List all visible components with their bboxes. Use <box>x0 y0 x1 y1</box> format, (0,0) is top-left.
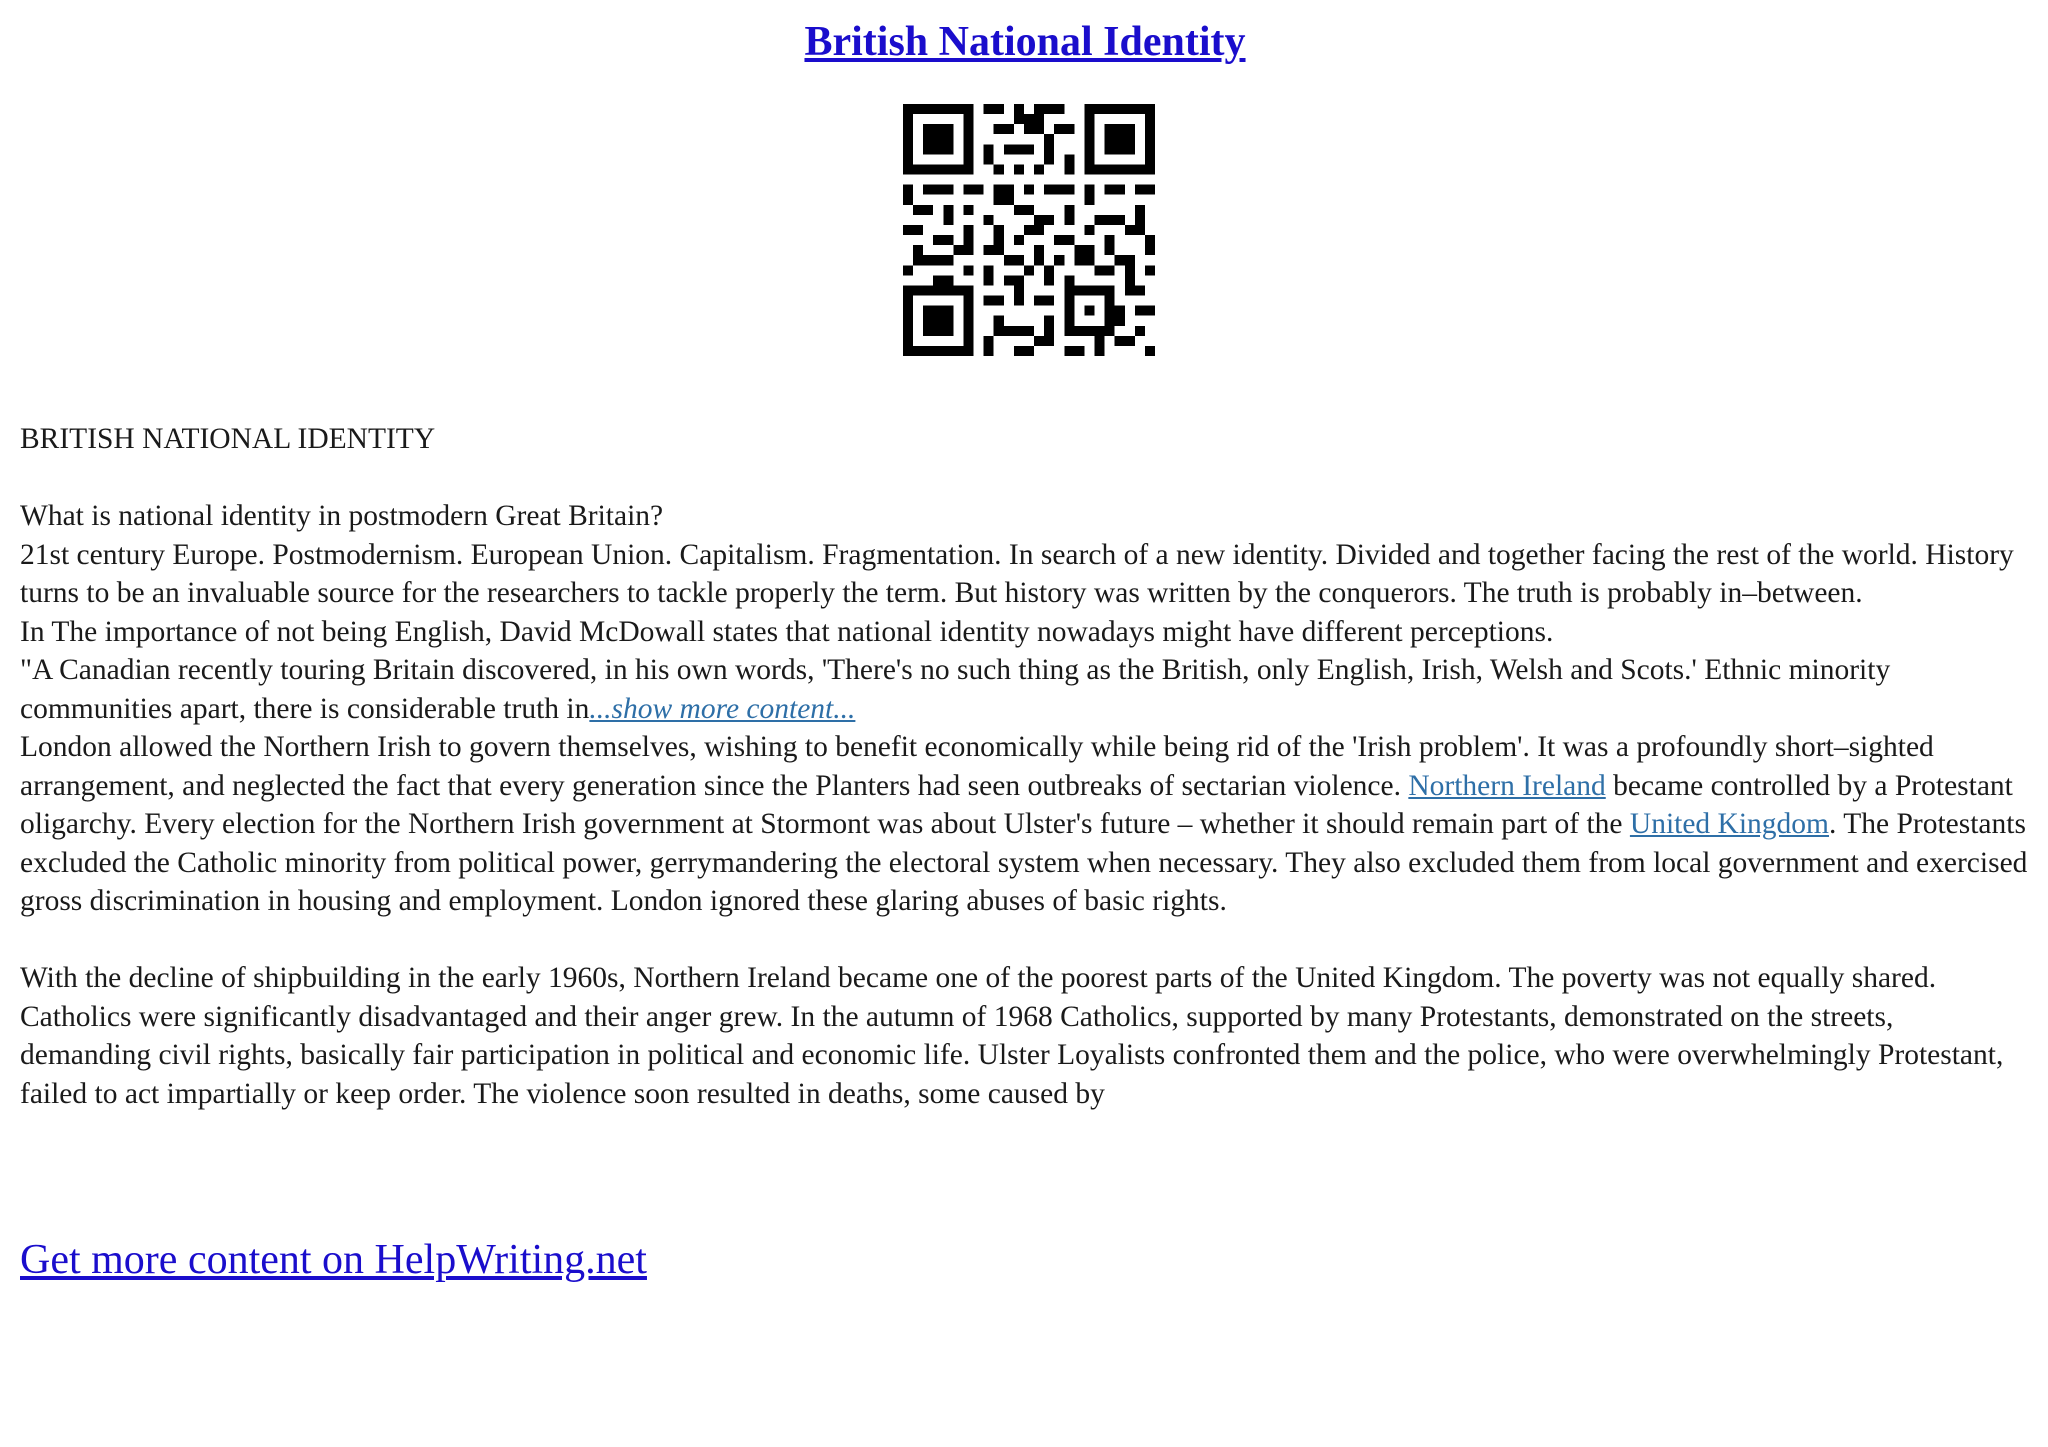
quote-text: "A Canadian recently touring Britain discovered, in his own words, 'There's no such thing as the British, only English, Irish, Welsh and Scots.' Ethnic minority communities apart, there is considerable truth in <box>20 654 1891 725</box>
paragraph-quote <box>20 651 2030 728</box>
qr-code <box>903 104 1155 356</box>
paragraph-northern-ireland <box>20 728 2030 921</box>
spacer <box>20 459 2030 498</box>
document-page <box>20 0 2030 1283</box>
paragraph-shipbuilding: With the decline of shipbuilding in the early 1960s, Northern Ireland became one of the poorest parts of the United Kingdom. The poverty was not equally shared. Catholics were significantly disadvantaged and their anger grew. In the autumn of 1968 Catholics, supported by many Protestants, demonstrated on the streets, demanding civil rights, basically fair participation in political and economic life. Ulster Loyalists confronted them and the police, who were overwhelmingly Protestant, failed to act impartially or keep order. The violence soon resulted in deaths, some caused by <box>20 962 2004 1110</box>
get-more-content-link[interactable]: Get more content on HelpWriting.net <box>20 1237 647 1283</box>
northern-ireland-link[interactable]: Northern Ireland <box>1408 769 1606 802</box>
article-body <box>20 420 2030 1113</box>
question-line: What is national identity in postmodern Great Britain? <box>20 500 664 532</box>
paragraph-text-b: became controlled by a Protestant oligarchy. Every election for the Northern Irish government at Stormont was about Ulster's future – whether it should remain part of the <box>20 769 2013 840</box>
spacer <box>20 921 2030 960</box>
paragraph-intro: 21st century Europe. Postmodernism. European Union. Capitalism. Fragmentation. In search of a new identity. Divided and together facing the rest of the world. History turns to be an invaluable source for the researchers to tackle properly the term. But history was written by the conquerors. The truth is probably in–between. <box>20 538 2014 609</box>
paragraph-text-c: . The Protestants excluded the Catholic minority from political power, gerrymandering the electoral system when necessary. They also excluded them from local government and exercised gross discrimination in housing and employment. London ignored these glaring abuses of basic rights. <box>20 808 2028 917</box>
section-heading: BRITISH NATIONAL IDENTITY <box>20 423 436 455</box>
paragraph-mcdowall: In The importance of not being English, David McDowall states that national identity nowadays might have different perceptions. <box>20 615 1554 648</box>
title-container <box>20 0 2030 70</box>
qr-code-graphic <box>903 104 1155 356</box>
show-more-link[interactable]: ...show more content... <box>589 692 856 725</box>
page-title-link[interactable]: British National Identity <box>804 19 1246 65</box>
paragraph-text-a: London allowed the Northern Irish to govern themselves, wishing to benefit economically while being rid of the 'Irish problem'. It was a profoundly short–sighted arrangement, and neglected the fact that every generation since the Planters had seen outbreaks of sectarian violence. <box>20 731 1934 802</box>
united-kingdom-link[interactable]: United Kingdom <box>1629 808 1830 840</box>
